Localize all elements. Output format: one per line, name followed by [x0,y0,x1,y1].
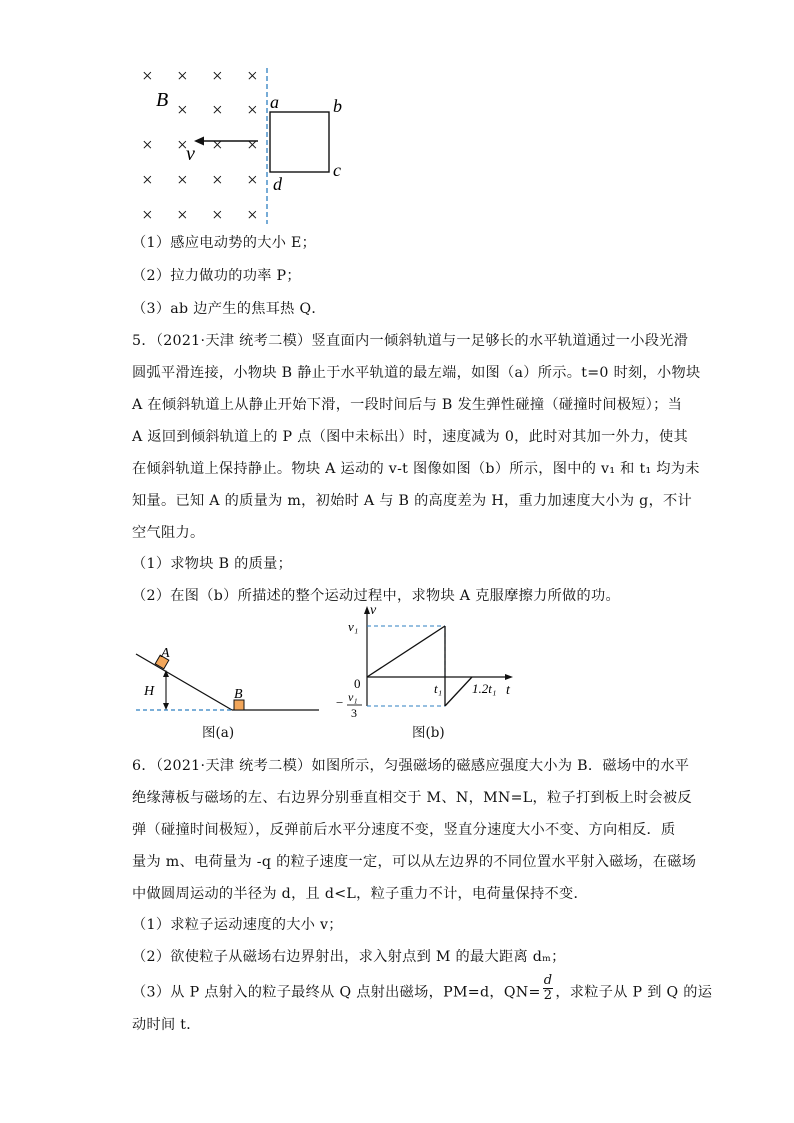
label-B: B [234,687,243,702]
label-origin: 0 [354,676,361,691]
field-cross: × [142,205,153,226]
field-cross: × [142,66,153,87]
fraction-num: d [543,973,553,988]
field-cross: × [212,205,223,226]
q6-item-3 [132,973,713,1007]
caption-a: 图(a) [202,725,235,741]
q5-line-5: 在倾斜轨道上保持静止。物块 A 运动的 v-t 图像如图（b）所示，图中的 v₁ 和 t₁ 均为未 [132,461,700,477]
field-cross: × [212,135,223,156]
field-cross: × [212,66,223,87]
label-t: t [506,683,510,698]
q5-line-1: 5．（2021·天津 统考二模）竖直面内一倾斜轨道与一足够长的水平轨道通过一小段光滑 [132,333,689,349]
field-cross: × [247,66,258,87]
fraction-den: 2 [543,988,553,1003]
caption-b: 图(b) [412,725,445,741]
q6-line-4: 量为 m、电荷量为 -q 的粒子速度一定，可以从左边界的不同位置水平射入磁场，在磁场 [132,854,697,870]
label-minus: − [336,695,344,710]
field-cross: × [247,205,258,226]
vt-graph [330,602,530,722]
field-cross: × [177,205,188,226]
incline-slope [136,654,232,710]
label-frac-den: 3 [351,706,357,720]
q6-item-2: （2）欲使粒子从磁场右边界射出，求入射点到 M 的最大距离 dₘ； [132,949,566,965]
q4-item-3: （3）ab 边产生的焦耳热 Q． [132,301,326,317]
field-cross: × [247,100,258,121]
field-cross: × [142,170,153,191]
q6-item-3-post: ，求粒子从 P 到 Q 的运 [555,984,713,1001]
label-v1: v₁ [348,619,359,634]
vertex-c: c [333,160,341,180]
field-cross: × [212,170,223,191]
q5-line-3: A 在倾斜轨道上从静止开始下滑，一段时间后与 B 发生弹性碰撞（碰撞时间极短）；当 [132,397,683,413]
q6-line-3: 弹（碰撞时间极短），反弹前后水平分速度不变，竖直分速度大小不变、方向相反．质 [132,822,676,838]
q6-line-5: 中做圆周运动的半径为 d，且 d<L，粒子重力不计，电荷量保持不变． [132,886,588,902]
q6-item-3-line-2: 动时间 t． [132,1017,201,1033]
field-label-B: B [156,89,169,111]
field-cross: × [247,170,258,191]
height-arrow-bottom [163,703,169,710]
field-cross: × [247,135,258,156]
vertex-d: d [273,174,282,194]
velocity-arrow-head [194,137,204,146]
field-cross: × [142,135,153,156]
field-cross: × [177,170,188,191]
q5-item-2: （2）在图（b）所描述的整个运动过程中，求物块 A 克服摩擦力所做的功。 [132,588,620,604]
label-H: H [144,684,155,699]
t-axis-arrow [505,674,513,680]
q6-line-1: 6．（2021·天津 统考二模）如图所示，匀强磁场的磁感应强度大小为 B．磁场中的水平 [132,758,690,774]
label-1.2t1: 1.2t₁ [472,681,497,696]
height-arrow-top [163,670,169,677]
q6-line-2: 绝缘薄板与磁场的左、右边界分别垂直相交于 M、N，MN=L，粒子打到板上时会被反 [132,790,692,806]
q6-item-3-fraction [543,974,554,1003]
q6-item-3-pre: （3）从 P 点射入的粒子最终从 Q 点射出磁场，PM=d，QN= [132,984,541,1001]
q4-item-1: （1）感应电动势的大小 E； [132,235,317,251]
q5-line-2: 圆弧平滑连接，小物块 B 静止于水平轨道的最左端，如图（a）所示。t=0 时刻，小物块 [132,365,701,381]
q5-item-1: （1）求物块 B 的质量； [132,556,293,572]
q5-line-7: 空气阻力。 [132,525,205,541]
vertex-b: b [333,96,342,116]
q6-item-1: （1）求粒子运动速度的大小 v； [132,917,343,933]
q4-item-2: （2）拉力做功的功率 P； [132,268,301,284]
field-cross: × [177,135,188,156]
label-v: v [370,603,377,618]
field-cross: × [177,66,188,87]
vertex-a: a [270,92,279,112]
q5-line-6: 知量。已知 A 的质量为 m，初始时 A 与 B 的高度差为 H，重力加速度大小为 g，不计 [132,493,693,509]
label-frac-num: v₁ [348,690,358,704]
label-t1: t₁ [434,681,443,696]
field-cross: × [177,100,188,121]
q5-line-4: A 返回到倾斜轨道上的 P 点（图中未标出）时，速度减为 0，此时对其加一外力，使其 [132,429,689,445]
return-segment [445,677,472,706]
velocity-label: v [186,143,195,165]
square-loop [270,112,329,172]
field-cross: × [212,100,223,121]
magnetic-field-figure [130,62,360,227]
label-A: A [161,646,170,661]
incline-figure [134,640,324,720]
accel-segment [367,626,445,677]
